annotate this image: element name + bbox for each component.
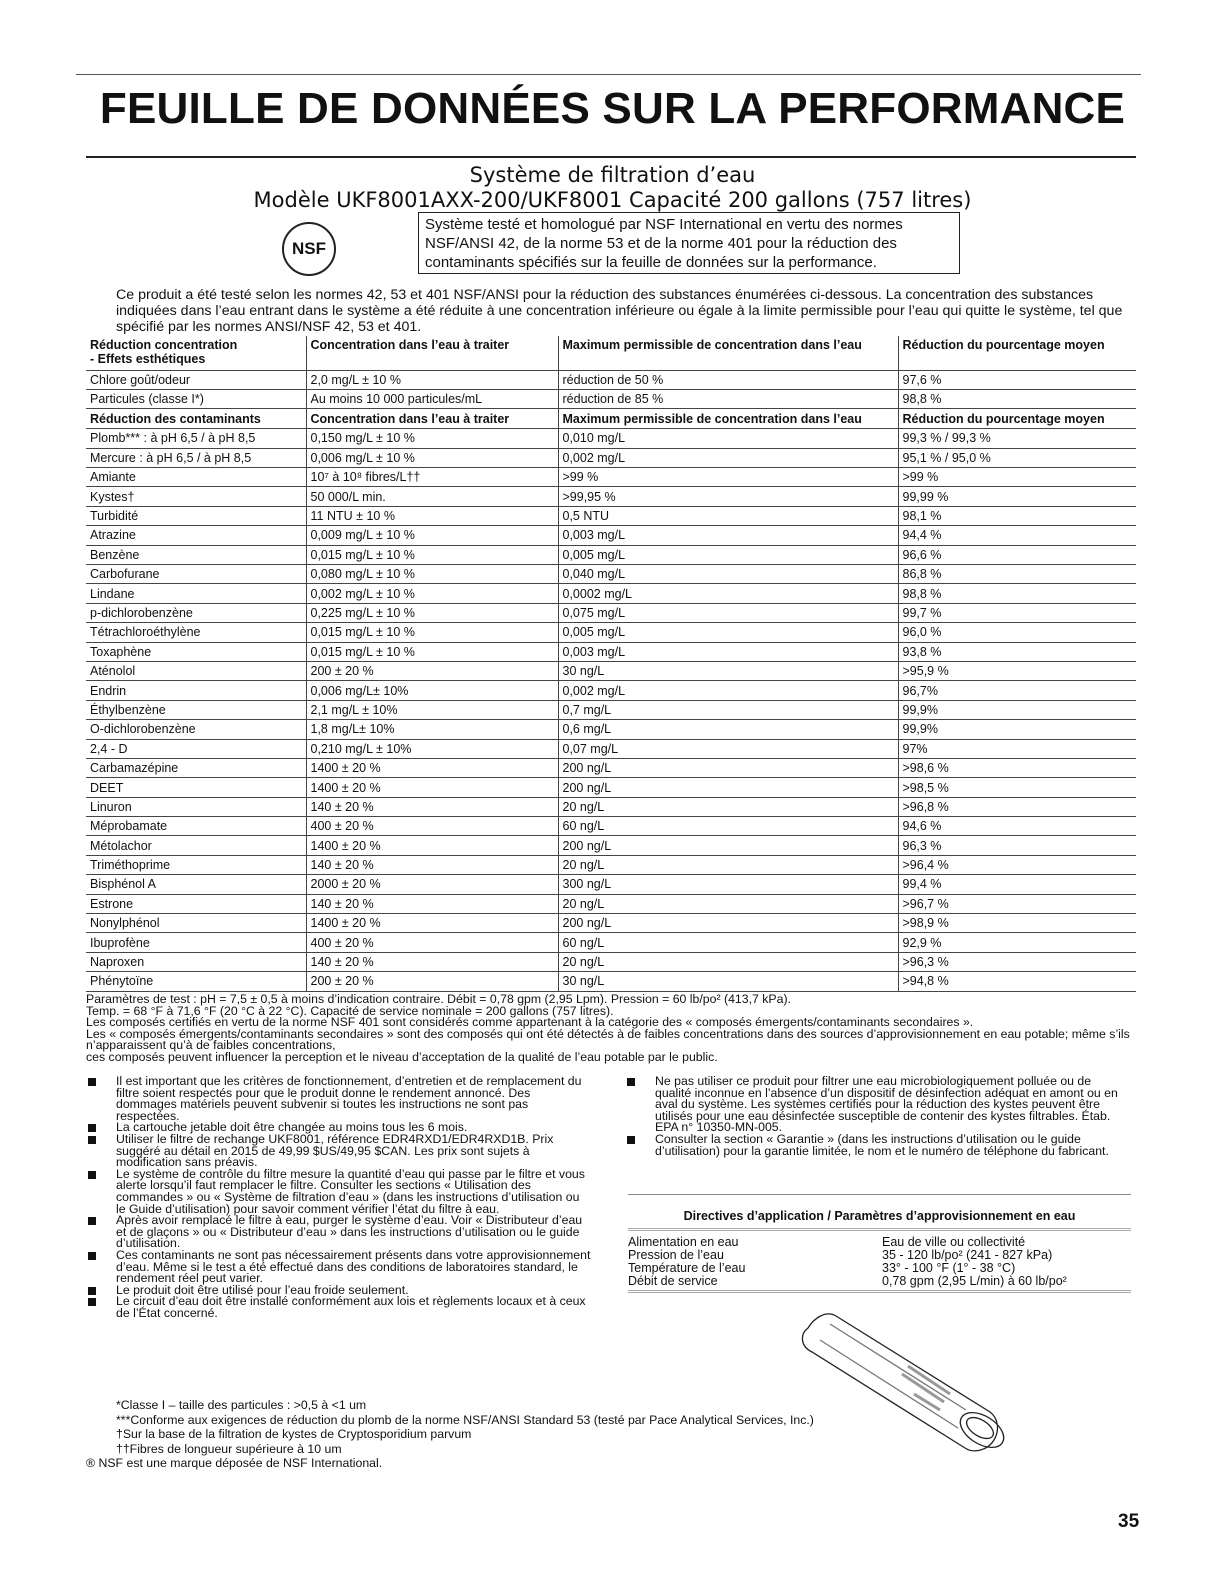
table-row	[86, 720, 1136, 739]
table-cell: 2,4 - D	[86, 739, 306, 758]
table-cell: Benzène	[86, 545, 306, 564]
table-cell: 20 ng/L	[558, 855, 898, 874]
page-title: FEUILLE DE DONNÉES SUR LA PERFORMANCE	[99, 84, 1126, 133]
bullet-square-icon	[88, 1078, 96, 1086]
table-cell: 96,7%	[898, 681, 1136, 700]
applications-title: Directives d’application / Paramètres d’approvisionnement en eau	[683, 1209, 1076, 1223]
table-cell: 0,225 mg/L ± 10 %	[306, 603, 558, 622]
table-cell: 92,9 %	[898, 933, 1136, 952]
table-row	[86, 370, 1136, 389]
bullet-square-icon	[88, 1217, 96, 1225]
table-cell: 99,9%	[898, 700, 1136, 719]
bullet-item: Le produit doit être utilisé pour l’eau froide seulement.	[86, 1285, 592, 1297]
table-cell: 97,6 %	[898, 370, 1136, 389]
table-cell: 0,080 mg/L ± 10 %	[306, 565, 558, 584]
nsf-logo	[282, 222, 336, 276]
bullet-square-icon	[627, 1078, 635, 1086]
bullet-item: Ces contaminants ne sont pas nécessairement présents dans votre approvisionnement d’eau. Même si le test a été effectué dans des conditions de laboratoires standard, le rendement réel peut varier.	[86, 1250, 592, 1285]
footnote: †Sur la base de la filtration de kystes de Cryptosporidium parvum	[116, 1427, 472, 1441]
bullet-item: Il est important que les critères de fonctionnement, d’entretien et de remplacement du filtre soient respectés pour que le produit donne le rendement annoncé. Des dommages matériels peuvent subvenir si toutes les instructions ne sont pas respectées.	[86, 1076, 592, 1122]
table-cell: >96,8 %	[898, 797, 1136, 816]
table-row	[86, 448, 1136, 467]
table-cell: 30 ng/L	[558, 661, 898, 680]
table-row	[86, 603, 1136, 622]
applications-label: Débit de service	[628, 1274, 718, 1288]
table-cell: 96,0 %	[898, 623, 1136, 642]
performance-table-body	[86, 336, 1136, 991]
table-cell: >95,9 %	[898, 661, 1136, 680]
table-cell: Particules (classe I*)	[86, 389, 306, 408]
table-row	[86, 797, 1136, 816]
table-row	[86, 487, 1136, 506]
table-cell: 0,015 mg/L ± 10 %	[306, 642, 558, 661]
bullet-list-right	[625, 1076, 1130, 1157]
table-cell: Turbidité	[86, 506, 306, 525]
applications-value: 0,78 gpm (2,95 L/min) à 60 lb/po²	[882, 1274, 1067, 1288]
param-line: Les « composés émergents/contaminants secondaires » sont des composés qui ont été détectés à de faibles concentrations dans des sources d’approvisionnement en eau potable; même s’ils n’apparaissent qu’à de faibles concentrations,	[86, 1026, 1130, 1053]
table-cell: 400 ± 20 %	[306, 933, 558, 952]
bullet-square-icon	[88, 1298, 96, 1306]
nsf-logo-text: NSF	[292, 239, 326, 258]
header-cell: Réduction des contaminants	[86, 409, 306, 429]
table-cell: 93,8 %	[898, 642, 1136, 661]
applications-row	[628, 1275, 1131, 1288]
bullet-item: Ne pas utiliser ce produit pour filtrer une eau microbiologiquement polluée ou de qualité inconnue en l’absence d’un dispositif de désinfection adéquat en amont ou en aval du système. Les systèmes certifiés pour la réduction des kystes peuvent être utilisés pour une eau désinfectée susceptible de contenir des kystes filtrables. Étab. EPA n° 10350-MN-005.	[625, 1076, 1130, 1134]
param-line: ces composés peuvent influencer la perception et le niveau d’acceptation de la qualité de l’eau potable par le public.	[86, 1049, 718, 1064]
table-cell: 1400 ± 20 %	[306, 778, 558, 797]
table-cell: 0,002 mg/L	[558, 681, 898, 700]
bullet-item: Utiliser le filtre de rechange UKF8001, référence EDR4RXD1/EDR4RXD1B. Prix suggéré au détail en 2015 de 49,99 $US/49,95 $CAN. Les prix sont sujets à modification sans préavis.	[86, 1134, 592, 1169]
table-cell: 0,07 mg/L	[558, 739, 898, 758]
table-cell: Aténolol	[86, 661, 306, 680]
table-cell: Éthylbenzène	[86, 700, 306, 719]
table-cell: p-dichlorobenzène	[86, 603, 306, 622]
bullet-square-icon	[88, 1136, 96, 1144]
title-rule	[86, 156, 1136, 158]
table-row	[86, 565, 1136, 584]
model-subtitle: Modèle UKF8001AXX-200/UKF8001 Capacité 200 gallons (757 litres)	[253, 188, 972, 212]
table-cell: >94,8 %	[898, 972, 1136, 991]
table-cell: 1,8 mg/L± 10%	[306, 720, 558, 739]
table-cell: Mercure : à pH 6,5 / à pH 8,5	[86, 448, 306, 467]
table-cell: 0,002 mg/L ± 10 %	[306, 584, 558, 603]
table-cell: 99,99 %	[898, 487, 1136, 506]
table-cell: 60 ng/L	[558, 933, 898, 952]
bullet-item: Le système de contrôle du filtre mesure la quantité d’eau qui passe par le filtre et vous alerte lorsqu’il faut remplacer le filtre. Consulter les sections « Utilisation des commandes » ou « Système de filtration d’eau » (dans les instructions d’utilisation ou le Guide d’utilisation) pour savoir comment vérifier l’état du filtre à eau.	[86, 1169, 592, 1215]
top-rule	[76, 74, 1141, 75]
table-row	[86, 623, 1136, 642]
table-cell: 97%	[898, 739, 1136, 758]
applications-value: 35 - 120 lb/po² (241 - 827 kPa)	[882, 1248, 1053, 1262]
header-cell: Maximum permissible de concentration dans l’eau	[558, 336, 898, 370]
table-cell: 20 ng/L	[558, 894, 898, 913]
header-cell: Concentration dans l’eau à traiter	[306, 409, 558, 429]
table-cell: 0,005 mg/L	[558, 623, 898, 642]
table-row	[86, 894, 1136, 913]
footnote: ††Fibres de longueur supérieure à 10 um	[116, 1441, 342, 1456]
table-cell: 60 ng/L	[558, 817, 898, 836]
table-cell: >96,7 %	[898, 894, 1136, 913]
table-row	[86, 584, 1136, 603]
table-row	[86, 506, 1136, 525]
table-cell: >99 %	[558, 468, 898, 487]
table-cell: Méprobamate	[86, 817, 306, 836]
table-cell: Naproxen	[86, 952, 306, 971]
table-cell: 86,8 %	[898, 565, 1136, 584]
table-cell: 98,8 %	[898, 389, 1136, 408]
table-cell: 0,002 mg/L	[558, 448, 898, 467]
table-cell: 400 ± 20 %	[306, 817, 558, 836]
table-cell: 140 ± 20 %	[306, 952, 558, 971]
table-cell: 20 ng/L	[558, 952, 898, 971]
table-cell: 2,0 mg/L ± 10 %	[306, 370, 558, 389]
table-cell: Plomb*** : à pH 6,5 / à pH 8,5	[86, 429, 306, 448]
applications-label: Température de l’eau	[628, 1261, 746, 1275]
bullet-square-icon	[88, 1124, 96, 1132]
table-header-row	[86, 336, 1136, 370]
table-row	[86, 875, 1136, 894]
param-line: Paramètres de test : pH = 7,5 ± 0,5 à moins d’indication contraire. Débit = 0,78 gpm (2,95 Lpm). Pression = 60 lb/po² (413,7 kPa).	[86, 992, 791, 1006]
system-subtitle: Système de filtration d’eau	[469, 163, 756, 187]
table-cell: 10⁷ à 10⁸ fibres/L††	[306, 468, 558, 487]
table-row	[86, 642, 1136, 661]
table-cell: 1400 ± 20 %	[306, 914, 558, 933]
table-cell: 2,1 mg/L ± 10%	[306, 700, 558, 719]
table-cell: >96,3 %	[898, 952, 1136, 971]
table-cell: 200 ng/L	[558, 758, 898, 777]
table-cell: 96,6 %	[898, 545, 1136, 564]
table-row	[86, 468, 1136, 487]
table-cell: 96,3 %	[898, 836, 1136, 855]
table-row	[86, 972, 1136, 991]
table-cell: 0,003 mg/L	[558, 526, 898, 545]
table-cell: Atrazine	[86, 526, 306, 545]
table-cell: Triméthoprime	[86, 855, 306, 874]
table-cell: 0,0002 mg/L	[558, 584, 898, 603]
table-row	[86, 661, 1136, 680]
table-cell: 0,7 mg/L	[558, 700, 898, 719]
test-parameters	[86, 994, 1136, 1064]
table-cell: 95,1 % / 95,0 %	[898, 448, 1136, 467]
table-cell: >96,4 %	[898, 855, 1136, 874]
table-row	[86, 429, 1136, 448]
table-cell: Ibuprofène	[86, 933, 306, 952]
footnotes	[86, 1398, 814, 1471]
table-cell: réduction de 50 %	[558, 370, 898, 389]
intro-paragraph: Ce produit a été testé selon les normes 42, 53 et 401 NSF/ANSI pour la réduction des substances énumérées ci-dessous. La concentration des substances indiquées dans l’eau entrant dans le système a été réduite à une concentration inférieure ou égale à la limite permissible pour l’eau qui quitte le système, tel que spécifié par les normes ANSI/NSF 42, 53 et 401.	[116, 287, 1123, 335]
table-cell: 0,5 NTU	[558, 506, 898, 525]
bullet-item: Consulter la section « Garantie » (dans les instructions d’utilisation ou le guide d’utilisation) pour la garantie limitée, le nom et le numéro de téléphone du fabricant.	[625, 1134, 1130, 1157]
table-cell: Tétrachloroéthylène	[86, 623, 306, 642]
trademark-note: ® NSF est une marque déposée de NSF International.	[86, 1456, 383, 1470]
table-cell: 0,006 mg/L ± 10 %	[306, 448, 558, 467]
table-cell: 200 ng/L	[558, 914, 898, 933]
bullet-list-left	[86, 1076, 592, 1319]
table-cell: 300 ng/L	[558, 875, 898, 894]
applications-table	[628, 1228, 1131, 1293]
table-cell: 1400 ± 20 %	[306, 836, 558, 855]
table-row	[86, 545, 1136, 564]
header-cell: Maximum permissible de concentration dans l’eau	[558, 409, 898, 429]
footnote: ***Conforme aux exigences de réduction du plomb de la norme NSF/ANSI Standard 53 (testé par Pace Analytical Services, Inc.)	[116, 1412, 814, 1427]
table-cell: Au moins 10 000 particules/mL	[306, 389, 558, 408]
table-cell: 0,6 mg/L	[558, 720, 898, 739]
table-row	[86, 778, 1136, 797]
table-cell: 99,7 %	[898, 603, 1136, 622]
table-cell: 98,1 %	[898, 506, 1136, 525]
applications-label: Alimentation en eau	[628, 1235, 739, 1249]
table-cell: 0,003 mg/L	[558, 642, 898, 661]
table-cell: 2000 ± 20 %	[306, 875, 558, 894]
header-cell: Réduction concentration - Effets esthétiques	[86, 336, 306, 370]
table-cell: 140 ± 20 %	[306, 894, 558, 913]
table-cell: >98,6 %	[898, 758, 1136, 777]
table-subheader-row	[86, 409, 1136, 429]
table-cell: 0,005 mg/L	[558, 545, 898, 564]
table-cell: réduction de 85 %	[558, 389, 898, 408]
table-row	[86, 817, 1136, 836]
header-cell: Réduction du pourcentage moyen	[898, 336, 1136, 370]
table-row	[86, 914, 1136, 933]
bullet-square-icon	[88, 1171, 96, 1179]
table-cell: Nonylphénol	[86, 914, 306, 933]
table-cell: 0,150 mg/L ± 10 %	[306, 429, 558, 448]
table-row	[86, 836, 1136, 855]
bullet-item: La cartouche jetable doit être changée au moins tous les 6 mois.	[86, 1122, 592, 1134]
table-cell: Kystes†	[86, 487, 306, 506]
table-cell: 0,210 mg/L ± 10%	[306, 739, 558, 758]
table-cell: 11 NTU ± 10 %	[306, 506, 558, 525]
table-cell: Métolachor	[86, 836, 306, 855]
table-cell: Carbamazépine	[86, 758, 306, 777]
table-cell: Phénytoïne	[86, 972, 306, 991]
table-row	[86, 758, 1136, 777]
table-cell: 200 ± 20 %	[306, 661, 558, 680]
bullet-item: Le circuit d’eau doit être installé conformément aux lois et règlements locaux et à ceux de l’État concerné.	[86, 1296, 592, 1319]
table-cell: 99,3 % / 99,3 %	[898, 429, 1136, 448]
table-cell: >98,5 %	[898, 778, 1136, 797]
table-cell: 200 ng/L	[558, 836, 898, 855]
table-cell: 99,9%	[898, 720, 1136, 739]
table-cell: >99 %	[898, 468, 1136, 487]
table-cell: Amiante	[86, 468, 306, 487]
table-row	[86, 700, 1136, 719]
bullet-item: Après avoir remplacé le filtre à eau, purger le système d’eau. Voir « Distributeur d’eau et de glaçons » ou « Distributeur d’eau » dans les instructions d’utilisation ou le guide d’utilisation.	[86, 1215, 592, 1250]
section-divider	[628, 1194, 1131, 1195]
table-cell: 99,4 %	[898, 875, 1136, 894]
table-cell: Bisphénol A	[86, 875, 306, 894]
table-cell: 0,009 mg/L ± 10 %	[306, 526, 558, 545]
table-cell: Endrin	[86, 681, 306, 700]
table-cell: Carbofurane	[86, 565, 306, 584]
table-cell: Toxaphène	[86, 642, 306, 661]
table-cell: 140 ± 20 %	[306, 855, 558, 874]
table-cell: 200 ng/L	[558, 778, 898, 797]
table-cell: >99,95 %	[558, 487, 898, 506]
filter-cartridge-illustration	[790, 1302, 1015, 1462]
table-cell: 1400 ± 20 %	[306, 758, 558, 777]
param-line: Temp. = 68 °F à 71,6 °F (20 °C à 22 °C). Capacité de service nominale = 200 gallons (757 litres).	[86, 1003, 614, 1018]
bullet-square-icon	[627, 1136, 635, 1144]
table-cell: 30 ng/L	[558, 972, 898, 991]
table-row	[86, 526, 1136, 545]
table-row	[86, 389, 1136, 408]
table-cell: 94,6 %	[898, 817, 1136, 836]
table-row	[86, 933, 1136, 952]
table-row	[86, 739, 1136, 758]
table-cell: DEET	[86, 778, 306, 797]
table-cell: 0,006 mg/L± 10%	[306, 681, 558, 700]
table-row	[86, 855, 1136, 874]
table-cell: 200 ± 20 %	[306, 972, 558, 991]
table-cell: Lindane	[86, 584, 306, 603]
table-row	[86, 681, 1136, 700]
param-line: Les composés certifiés en vertu de la norme NSF 401 sont considérés comme appartenant à la catégorie des « composés émergents/contaminants secondaires ».	[86, 1015, 974, 1030]
header-cell: Réduction du pourcentage moyen	[898, 409, 1136, 429]
bullet-square-icon	[88, 1287, 96, 1295]
certification-box: Système testé et homologué par NSF International en vertu des normes NSF/ANSI 42, de la norme 53 et de la norme 401 pour la réduction des contaminants spécifiés sur la feuille de données sur la performance.	[418, 212, 960, 274]
table-row	[86, 952, 1136, 971]
applications-value: 33° - 100 °F (1° - 38 °C)	[882, 1261, 1016, 1275]
table-cell: O-dichlorobenzène	[86, 720, 306, 739]
table-cell: 50 000/L min.	[306, 487, 558, 506]
applications-value: Eau de ville ou collectivité	[882, 1235, 1026, 1249]
table-cell: 20 ng/L	[558, 797, 898, 816]
footnote: *Classe I – taille des particules : >0,5 à <1 um	[116, 1398, 367, 1412]
table-cell: 0,015 mg/L ± 10 %	[306, 623, 558, 642]
table-cell: 140 ± 20 %	[306, 797, 558, 816]
bullet-square-icon	[88, 1252, 96, 1260]
table-cell: Estrone	[86, 894, 306, 913]
performance-table	[86, 336, 1136, 992]
table-cell: 0,010 mg/L	[558, 429, 898, 448]
table-cell: 0,040 mg/L	[558, 565, 898, 584]
page-number: 35	[1118, 1511, 1140, 1532]
table-cell: 0,015 mg/L ± 10 %	[306, 545, 558, 564]
header-cell: Concentration dans l’eau à traiter	[306, 336, 558, 370]
table-cell: Chlore goût/odeur	[86, 370, 306, 389]
table-cell: 94,4 %	[898, 526, 1136, 545]
table-cell: 0,075 mg/L	[558, 603, 898, 622]
table-cell: 98,8 %	[898, 584, 1136, 603]
table-cell: >98,9 %	[898, 914, 1136, 933]
applications-label: Pression de l’eau	[628, 1248, 724, 1262]
table-cell: Linuron	[86, 797, 306, 816]
